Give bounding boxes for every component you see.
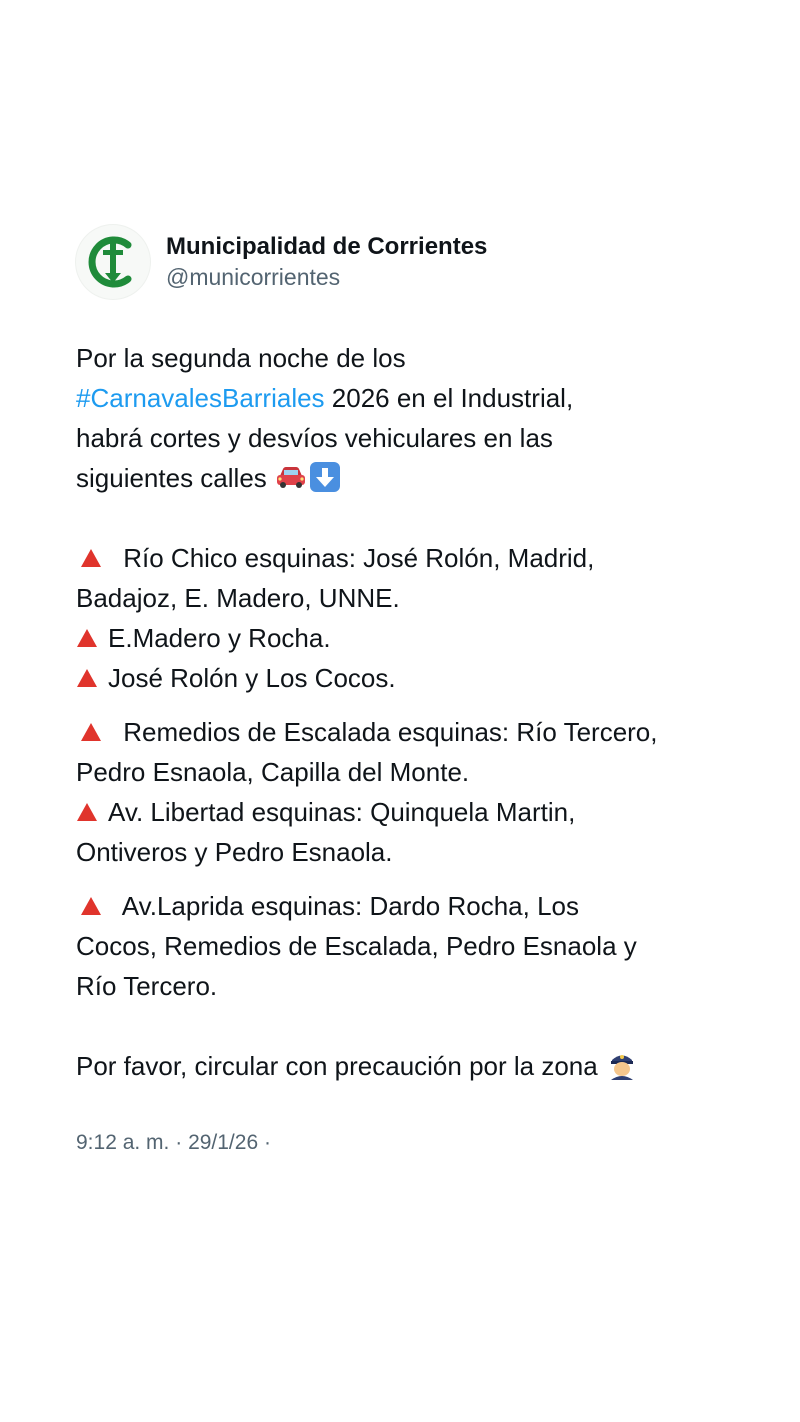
closing-line — [76, 1046, 736, 1086]
tweet-card — [76, 226, 736, 1086]
closure-item-4-line-1: Remedios de Escalada esquinas: Río Tercero, — [123, 717, 658, 747]
closure-item-5 — [76, 792, 736, 832]
police-officer-icon — [605, 1050, 639, 1080]
display-name[interactable]: Municipalidad de Corrientes — [166, 233, 488, 260]
red-triangle-icon — [76, 668, 98, 688]
avatar[interactable] — [76, 225, 150, 299]
closure-item-1-line-1: Río Chico esquinas: José Rolón, Madrid, — [123, 543, 595, 573]
municipal-cross-logo-icon — [76, 225, 150, 299]
meta-trailing: · — [258, 1131, 271, 1154]
closure-item-3 — [76, 658, 736, 698]
closure-item-6 — [76, 886, 736, 926]
red-triangle-icon — [80, 548, 102, 568]
tweet-text — [76, 338, 736, 1086]
closure-item-2 — [76, 618, 736, 658]
closure-item-6-line-1: Av.Laprida esquinas: Dardo Rocha, Los — [121, 891, 580, 921]
closure-item-1-cont: Badajoz, E. Madero, UNNE. — [76, 583, 400, 613]
closure-item-4 — [76, 712, 736, 752]
closure-item-5-cont: Ontiveros y Pedro Esnaola. — [76, 837, 393, 867]
down-arrow-icon — [308, 462, 342, 492]
car-icon — [274, 462, 308, 492]
intro-line-4 — [76, 458, 736, 498]
closure-item-6-cont-1: Cocos, Remedios de Escalada, Pedro Esnaola y — [76, 931, 637, 961]
intro-line-2-text: 2026 en el Industrial, — [324, 383, 574, 413]
red-triangle-icon — [80, 722, 102, 742]
red-triangle-icon — [76, 628, 98, 648]
tweet-header — [76, 226, 736, 298]
intro-line-1: Por la segunda noche de los — [76, 343, 406, 373]
closure-item-1 — [76, 538, 736, 578]
tweet-date: 29/1/26 — [188, 1131, 259, 1154]
red-triangle-icon — [80, 896, 102, 916]
closure-item-4-cont: Pedro Esnaola, Capilla del Monte. — [76, 757, 470, 787]
closure-item-5-line-1: Av. Libertad esquinas: Quinquela Martin, — [108, 797, 576, 827]
closure-item-6-cont-2: Río Tercero. — [76, 971, 218, 1001]
meta-separator: · — [169, 1131, 189, 1154]
hashtag-link[interactable]: #CarnavalesBarriales — [76, 383, 325, 413]
intro-line-4-text: siguientes calles — [76, 463, 267, 493]
closure-item-3-text: José Rolón y Los Cocos. — [108, 663, 396, 693]
intro-line-2 — [76, 378, 736, 418]
tweet-time: 9:12 a. m. — [76, 1131, 170, 1154]
closure-item-2-text: E.Madero y Rocha. — [108, 623, 331, 653]
handle[interactable]: @municorrientes — [166, 264, 341, 290]
closing-text: Por favor, circular con precaución por la zona — [76, 1051, 598, 1081]
red-triangle-icon — [76, 802, 98, 822]
intro-line-3: habrá cortes y desvíos vehiculares en las — [76, 423, 553, 453]
tweet-timestamp[interactable] — [76, 1131, 271, 1155]
